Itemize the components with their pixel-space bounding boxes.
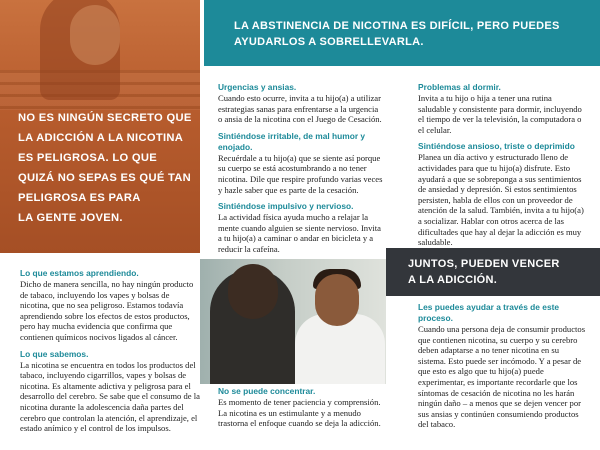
hero-line: ES PELIGROSA. LO QUE (18, 152, 158, 164)
section-body: Cuando una persona deja de consumir productos que contienen nicotina, su cuerpo y su cerebro deben adaptarse a no tener nicotina en su sistema. Esto puede ser incómodo. Y a pesar de que esto es algo que tu hijo(a) puede experimentar, es importante recordarle que los síntomas de cesación de nicotina no les harán ningún daño – a menos que se dejen vencer por sus ansias y continúen consumiendo productos del tabaco. (418, 324, 586, 430)
section-title: Urgencias y ansias. (218, 82, 297, 92)
section-body: Recuérdale a tu hijo(a) que se siente así porque su cuerpo se está acostumbrando a no tener nicotina. Dile que respire profundo varias veces y hazle saber que es parte de la cesación. (218, 152, 383, 195)
column-symptoms-1 (218, 82, 384, 261)
section-title: Les puedes ayudar a través de este proceso. (418, 302, 560, 323)
section-title: No se puede concentrar. (218, 386, 316, 396)
hero-line: QUIZÁ NO SEPAS ES QUÉ TAN (18, 172, 192, 184)
hero-line: LA ADICCIÓN A LA NICOTINA (18, 132, 184, 144)
hero-line: LA GENTE JOVEN. (18, 212, 123, 224)
section-body: La nicotina se encuentra en todos los productos del tabaco, incluyendo cigarrillos, vapes y bolsas de nicotina. Es altamente adictiva y peligrosa para el desarrollo del cerebro. Se sabe que el consumo de la nicotina durante la adolescencia daña partes del cerebro que controlan la atención, el aprendizaje, el estado anímico y el control de los impulsos. (20, 359, 200, 434)
column-support (418, 302, 586, 436)
section-body: Es momento de tener paciencia y comprensión. La nicotina es un estimulante y a menudo trastorna el enfoque cuando se deja la adicción. (218, 397, 381, 429)
hero-line: NO ES NINGÚN SECRETO QUE (18, 112, 192, 124)
banner-line: AYUDARLOS A SOBRELLEVARLA. (234, 36, 424, 48)
column-learning (20, 268, 200, 440)
section-title: Sintiéndose irritable, de mal humor y enojado. (218, 130, 366, 152)
section-title: Problemas al dormir. (418, 82, 501, 92)
together-line: A LA ADICCIÓN. (408, 274, 498, 286)
section-title: Lo que sabemos. (20, 348, 89, 359)
section-body: Planea un día activo y estructurado lleno de actividades para que tu hijo(a) disfrute. Esto ayudará a que se sobreponga a sus sentimientos de ansiedad y depresión. Si estos sentimientos persisten, habla de ellos con un proveedor de atención de la salud. También, invita a tu hijo(a) a socializar. Hablar con otros acerca de las dificultades que hay al dejar la adicción es muy saludable. (418, 152, 584, 248)
section-title: Lo que estamos aprendiendo. (20, 268, 139, 278)
section-title: Sintiéndose impulsivo y nervioso. (218, 201, 354, 212)
hero-statement (18, 108, 196, 228)
section-body: Invita a tu hijo o hija a tener una rutina saludable y consistente para dormir, incluyendo el tiempo de ver la televisión, la computadora o el celular. (418, 93, 582, 135)
together-banner (386, 248, 600, 296)
column-concentration (218, 386, 386, 435)
hero-line: PELIGROSA ES PARA (18, 192, 141, 204)
section-body: Cuando esto ocurre, invita a tu hijo(a) a utilizar estrategias sanas para enfrentarse a la urgencia o ansia de la nicotina con el Juego de Cesación. (218, 93, 382, 125)
withdrawal-banner (204, 0, 600, 66)
conversation-photo (200, 259, 386, 384)
section-body: La actividad física ayuda mucho a relajar la mente cuando alguien se siente nervioso. Invita a tu hijo(a) a caminar o andar en bicicleta y a reducir la cafeína. (218, 212, 381, 254)
section-title: Sintiéndose ansioso, triste o deprimido (418, 141, 575, 152)
banner-line: LA ABSTINENCIA DE NICOTINA ES DIFÍCIL, PERO PUEDES (234, 20, 560, 32)
column-symptoms-2 (418, 82, 586, 254)
section-body: Dicho de manera sencilla, no hay ningún producto de tabaco, incluyendo los vapes y bolsas de nicotina, que no sea peligroso. Estamos todavía aprendiendo sobre los efectos de estos productos, pero hay mucha evidencia que confirma que contienen químicos nocivos ligados al cáncer. (20, 279, 194, 342)
together-line: JUNTOS, PUEDEN VENCER (408, 258, 560, 270)
